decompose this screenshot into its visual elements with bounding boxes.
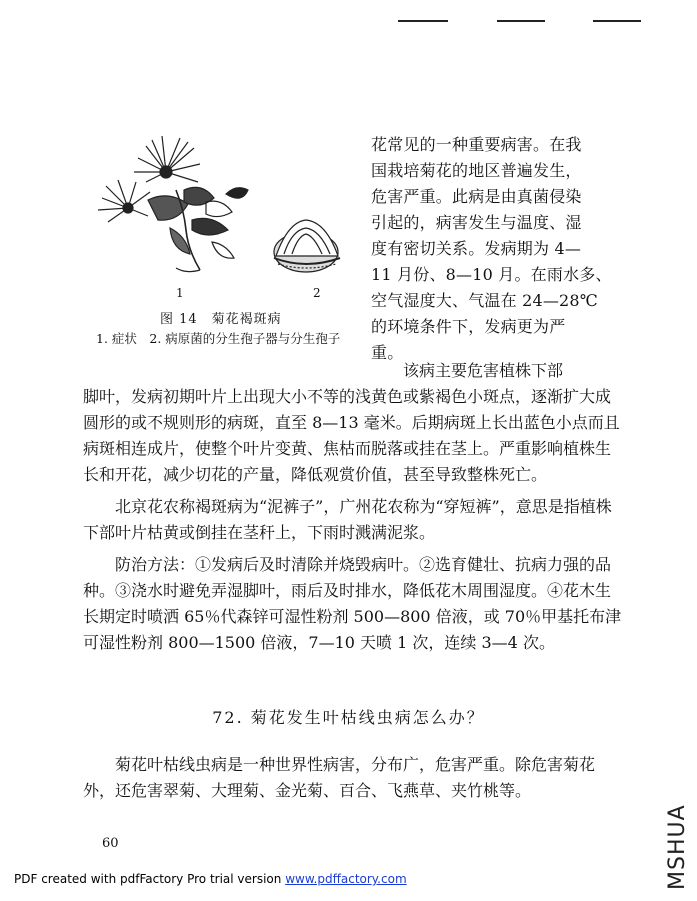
pdf-footer (14, 872, 407, 886)
right-line-9: 重。 (371, 343, 404, 362)
section-heading: 72. 菊花发生叶枯线虫病怎么办？ (212, 708, 485, 727)
paragraph-5: 菊花叶枯线虫病是一种世界性病害，分布广，危害严重。除危害菊花外，还危害翠菊、大理菊、金光菊、百合、飞燕草、夹竹桃等。 (83, 755, 596, 800)
right-line-1: 花常见的一种重要病害。在我 (371, 135, 582, 154)
footer-text: PDF created with pdfFactory Pro trial version (14, 872, 286, 886)
body-paragraph-5-wrap (83, 752, 623, 804)
flower-head-top (134, 136, 200, 182)
paragraph-2-rest: 脚叶，发病初期叶片上出现大小不等的浅黄色或紫褐色小斑点，逐渐扩大成圆形的或不规则形的病斑，直至 8—13 毫米。后期病斑上长出蓝色小点而且病斑相连成片，使整个叶片变黄、焦枯而脱落或挂在茎上。严重影响植株生长和开花，减少切花的产量，降低观赏价值，甚至导致整株死亡。 (83, 387, 620, 484)
right-line-3: 危害严重。此病是由真菌侵染 (371, 187, 582, 206)
right-line-2: 国栽培菊花的地区普遍发生， (371, 161, 582, 180)
chrysanthemum-illustration (88, 130, 358, 290)
page-number: 60 (102, 836, 119, 851)
paragraph-4: 防治方法：①发病后及时清除并烧毁病叶。②选育健壮、抗病力强的品种。③浇水时避免弄湿脚叶，雨后及时排水，降低花木周围湿度。④花木生长期定时喷洒 65％代森锌可湿性粉剂 500—800 倍液，或 70％甲基托布津可湿性粉剂 800—1500 倍液，7—10 天喷 1 次，连续 3—4 次。 (83, 555, 622, 652)
right-line-5: 度有密切关系。发病期为 4— (371, 239, 582, 258)
right-line-8: 的环境条件下，发病更为严 (371, 317, 566, 336)
figure-caption: 图 14 菊花褐斑病 (160, 312, 282, 327)
right-line-6: 11 月份、8—10 月。在雨水多、 (371, 265, 612, 284)
figure-label-1: 1 (176, 286, 184, 300)
figure-label-2: 2 (313, 286, 321, 300)
right-line-7: 空气湿度大、气温在 24—28℃ (371, 291, 598, 310)
body-paragraphs (83, 384, 623, 656)
sporocarp-drawing (274, 220, 340, 272)
figure-note: 1. 症状 2. 病原菌的分生孢子器与分生孢子 (96, 331, 341, 346)
paragraph-2-start: 该病主要危害植株下部 (403, 361, 564, 380)
foliage (148, 187, 248, 258)
right-column-text (371, 132, 623, 366)
flower-head-left (98, 180, 150, 222)
paragraph-3: 北京花农称褐斑病为“泥裤子”，广州花农称为“穿短裤”，意思是指植株下部叶片枯黄或倒挂在茎秆上，下雨时溅满泥浆。 (83, 497, 612, 542)
right-line-4: 引起的，病害发生与温度、湿 (371, 213, 582, 232)
footer-link[interactable]: www.pdffactory.com (285, 872, 407, 886)
top-rule-2 (497, 20, 545, 22)
top-rule-1 (398, 20, 448, 22)
watermark-text: MSHUA (665, 804, 690, 890)
top-rule-3 (593, 20, 641, 22)
